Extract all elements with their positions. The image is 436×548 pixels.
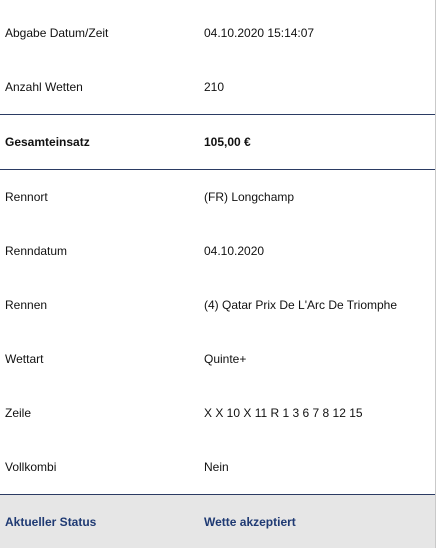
row-submission-datetime <box>0 6 436 60</box>
row-race-date <box>0 224 436 278</box>
row-selection-line <box>0 386 436 440</box>
status-label: Aktueller Status <box>5 514 97 529</box>
row-value: 04.10.2020 15:14:07 <box>204 26 315 40</box>
status-badge: Wette akzeptiert <box>204 514 296 529</box>
row-bet-type <box>0 332 436 386</box>
row-label: Gesamteinsatz <box>5 135 90 149</box>
row-current-status <box>0 495 436 548</box>
row-full-combination <box>0 440 436 494</box>
row-label: Zeile <box>5 406 32 420</box>
row-label: Rennen <box>5 298 48 312</box>
row-bet-count <box>0 60 436 114</box>
row-value: (4) Qatar Prix De L'Arc De Triomphe <box>204 298 398 312</box>
row-label: Wettart <box>5 352 44 366</box>
row-value: X X 10 X 11 R 1 3 6 7 8 12 15 <box>204 406 363 420</box>
row-value: Nein <box>204 460 229 474</box>
row-value: Quinte+ <box>204 352 247 366</box>
row-label: Rennort <box>5 190 48 204</box>
row-race-venue <box>0 170 436 224</box>
row-value: 210 <box>204 80 225 94</box>
row-label: Renndatum <box>5 244 68 258</box>
row-label: Anzahl Wetten <box>5 80 83 94</box>
row-label: Vollkombi <box>5 460 57 474</box>
row-value: 105,00 € <box>204 135 251 149</box>
row-value: 04.10.2020 <box>204 244 265 258</box>
row-race <box>0 278 436 332</box>
row-value: (FR) Longchamp <box>204 190 295 204</box>
row-total-stake <box>0 115 436 169</box>
row-label: Abgabe Datum/Zeit <box>5 26 109 40</box>
